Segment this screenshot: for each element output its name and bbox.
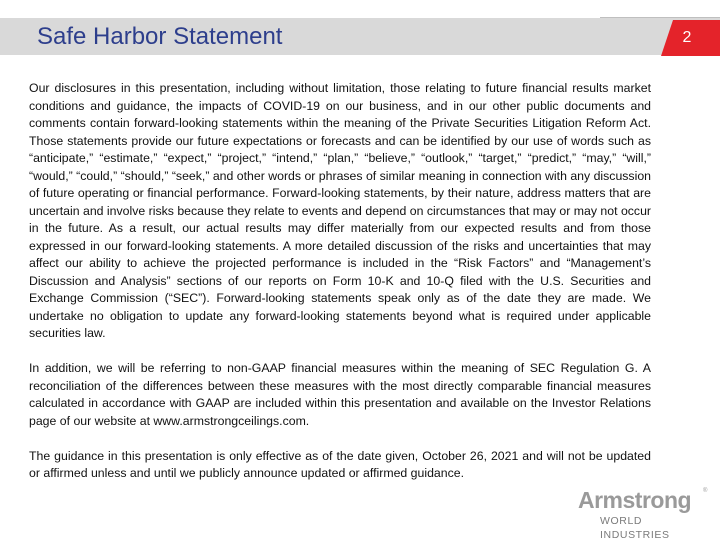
safe-harbor-body [29,80,651,500]
logo-wordmark: Armstrong [578,487,692,513]
paragraph-guidance: The guidance in this presentation is only effective as of the date given, October 26, 2021 and will not be updated or affirmed unless and until we publicly announce updated or affirmed guidance. [29,448,651,480]
slide-title: Safe Harbor Statement [37,23,283,50]
armstrong-logo [578,486,708,541]
page-number: 2 [682,29,692,46]
logo-registered-mark: ® [703,488,708,494]
logo-tagline: WORLD INDUSTRIES [600,515,670,541]
paragraph-non-gaap: In addition, we will be referring to non-GAAP financial measures within the meaning of SEC Regulation G. A reconciliation of the differences between these measures with the most directly comparable financial measures calculated in accordance with GAAP are included within this presentation and available on the Investor Relations page of our website at www.armstrongceilings.com. [29,361,651,428]
paragraph-forward-looking: Our disclosures in this presentation, including without limitation, those relating to future financial results market conditions and guidance, the impacts of COVID-19 on our business, and in our other public documents and comments contain forward-looking statements within the meaning of the Private Securities Litigation Reform Act. Those statements provide our future expectations or forecasts and can be identified by our use of words such as “anticipate,” “estimate,” “expect,” “project,” “intend,” “plan,” “believe,” “outlook,” “target,” “predict,” “may,” “will,” “would,” “could,” “should,” “seek,” and other words or phrases of similar meaning in connection with any discussion of future operating or financial performance. Forward-looking statements, by their nature, address matters that are uncertain and involve risks because they relate to events and depend on circumstances that may or may not occur in the future. As a result, our actual results may differ materially from our expected results and from those expressed in our forward-looking statements. A more detailed discussion of the risks and uncertainties that may affect our ability to achieve the projected performance is included in the “Risk Factors” and “Management’s Discussion and Analysis” sections of our reports on Form 10-K and 10-Q filed with the U.S. Securities and Exchange Commission (“SEC”). Forward-looking statements speak only as of the date they are made. We undertake no obligation to update any forward-looking statements beyond what is required under applicable securities law. [29,81,652,340]
